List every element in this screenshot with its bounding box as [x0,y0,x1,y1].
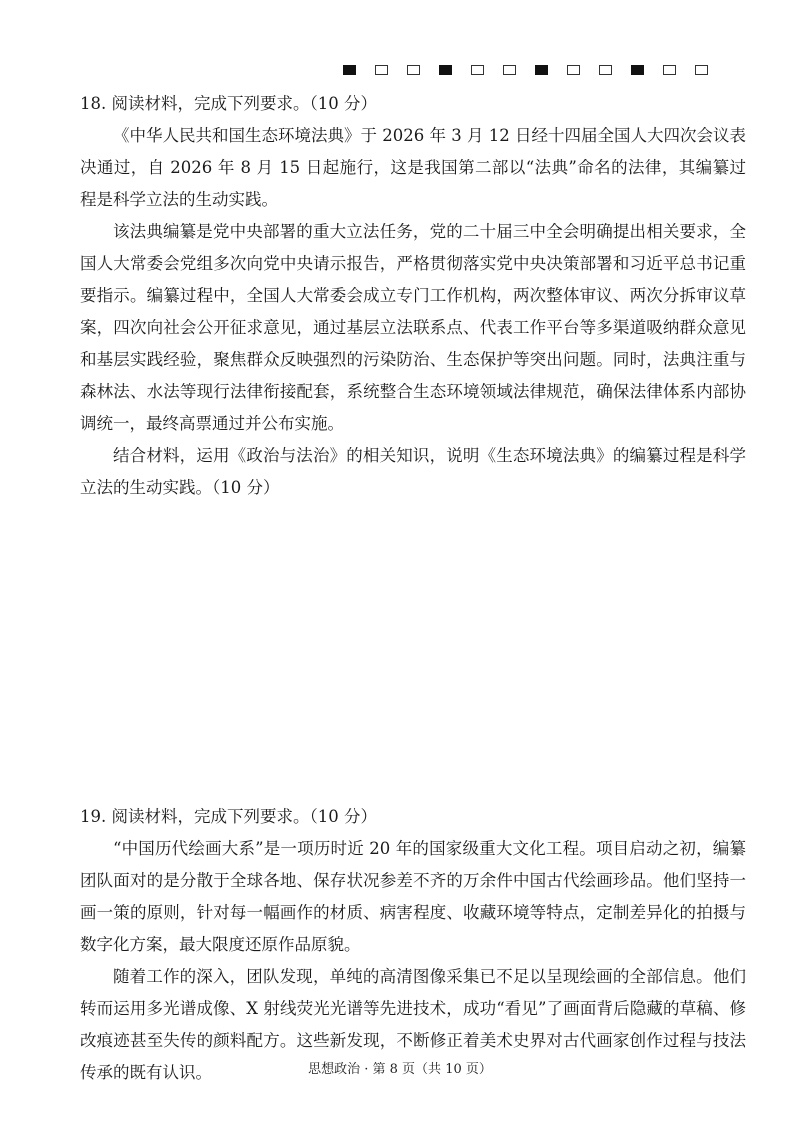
question-19-paragraph: 随着工作的深入，团队发现，单纯的高清图像采集已不足以呈现绘画的全部信息。他们转而运用多光谱成像、X 射线荧光光谱等先进技术，成功“看见”了画面背后隐藏的草稿、修改痕迹甚至失传的颜料配方。这些新发现，不断修正着美术史界对古代画家创作过程与技法传承的既有认识。 [80,967,746,1082]
filled-square-mark [631,65,644,75]
hollow-square-mark [695,65,708,75]
question-19 [80,801,746,1089]
hollow-square-mark [663,65,676,75]
question-18 [80,88,746,504]
question-18-paragraph: 该法典编纂是党中央部署的重大立法任务，党的二十届三中全会明确提出相关要求，全国人大常委会党组多次向党中央请示报告，严格贯彻落实党中央决策部署和习近平总书记重要指示。编纂过程中，全国人大常委会成立专门工作机构，两次整体审议、两次分拆审议草案，四次向社会公开征求意见，通过基层立法联系点、代表工作平台等多渠道吸纳群众意见和基层实践经验，聚焦群众反映强烈的污染防治、生态保护等突出问题。同时，法典注重与森林法、水法等现行法律衔接配套，系统整合生态环境领域法律规范，确保法律体系内部协调统一，最终高票通过并公布实施。 [80,222,746,433]
question-19-paragraph: “中国历代绘画大系”是一项历时近 20 年的国家级重大文化工程。项目启动之初，编纂团队面对的是分散于全球各地、保存状况参差不齐的万余件中国古代绘画珍品。他们坚持一画一策的原则，针对每一幅画作的材质、病害程度、收藏环境等特点，定制差异化的拍摄与数字化方案，最大限度还原作品原貌。 [80,839,746,954]
filled-square-mark [439,65,452,75]
question-18-prompt: 结合材料，运用《政治与法治》的相关知识，说明《生态环境法典》的编纂过程是科学立法的生动实践。（10 分） [80,446,746,497]
filled-square-mark [535,65,548,75]
question-19-heading: 19. 阅读材料，完成下列要求。（10 分） [80,807,377,826]
hollow-square-mark [407,65,420,75]
hollow-square-mark [599,65,612,75]
hollow-square-mark [375,65,388,75]
hollow-square-mark [471,65,484,75]
question-18-heading: 18. 阅读材料，完成下列要求。（10 分） [80,94,377,113]
filled-square-mark [343,65,356,75]
hollow-square-mark [503,65,516,75]
page-footer: 思想政治 · 第 8 页（共 10 页） [308,1062,492,1077]
alignment-marks [343,65,708,75]
question-18-paragraph: 《中华人民共和国生态环境法典》于 2026 年 3 月 12 日经十四届全国人大四次会议表决通过，自 2026 年 8 月 15 日起施行，这是我国第二部以“法典”命名的法律，其编纂过程是科学立法的生动实践。 [80,126,746,209]
hollow-square-mark [567,65,580,75]
